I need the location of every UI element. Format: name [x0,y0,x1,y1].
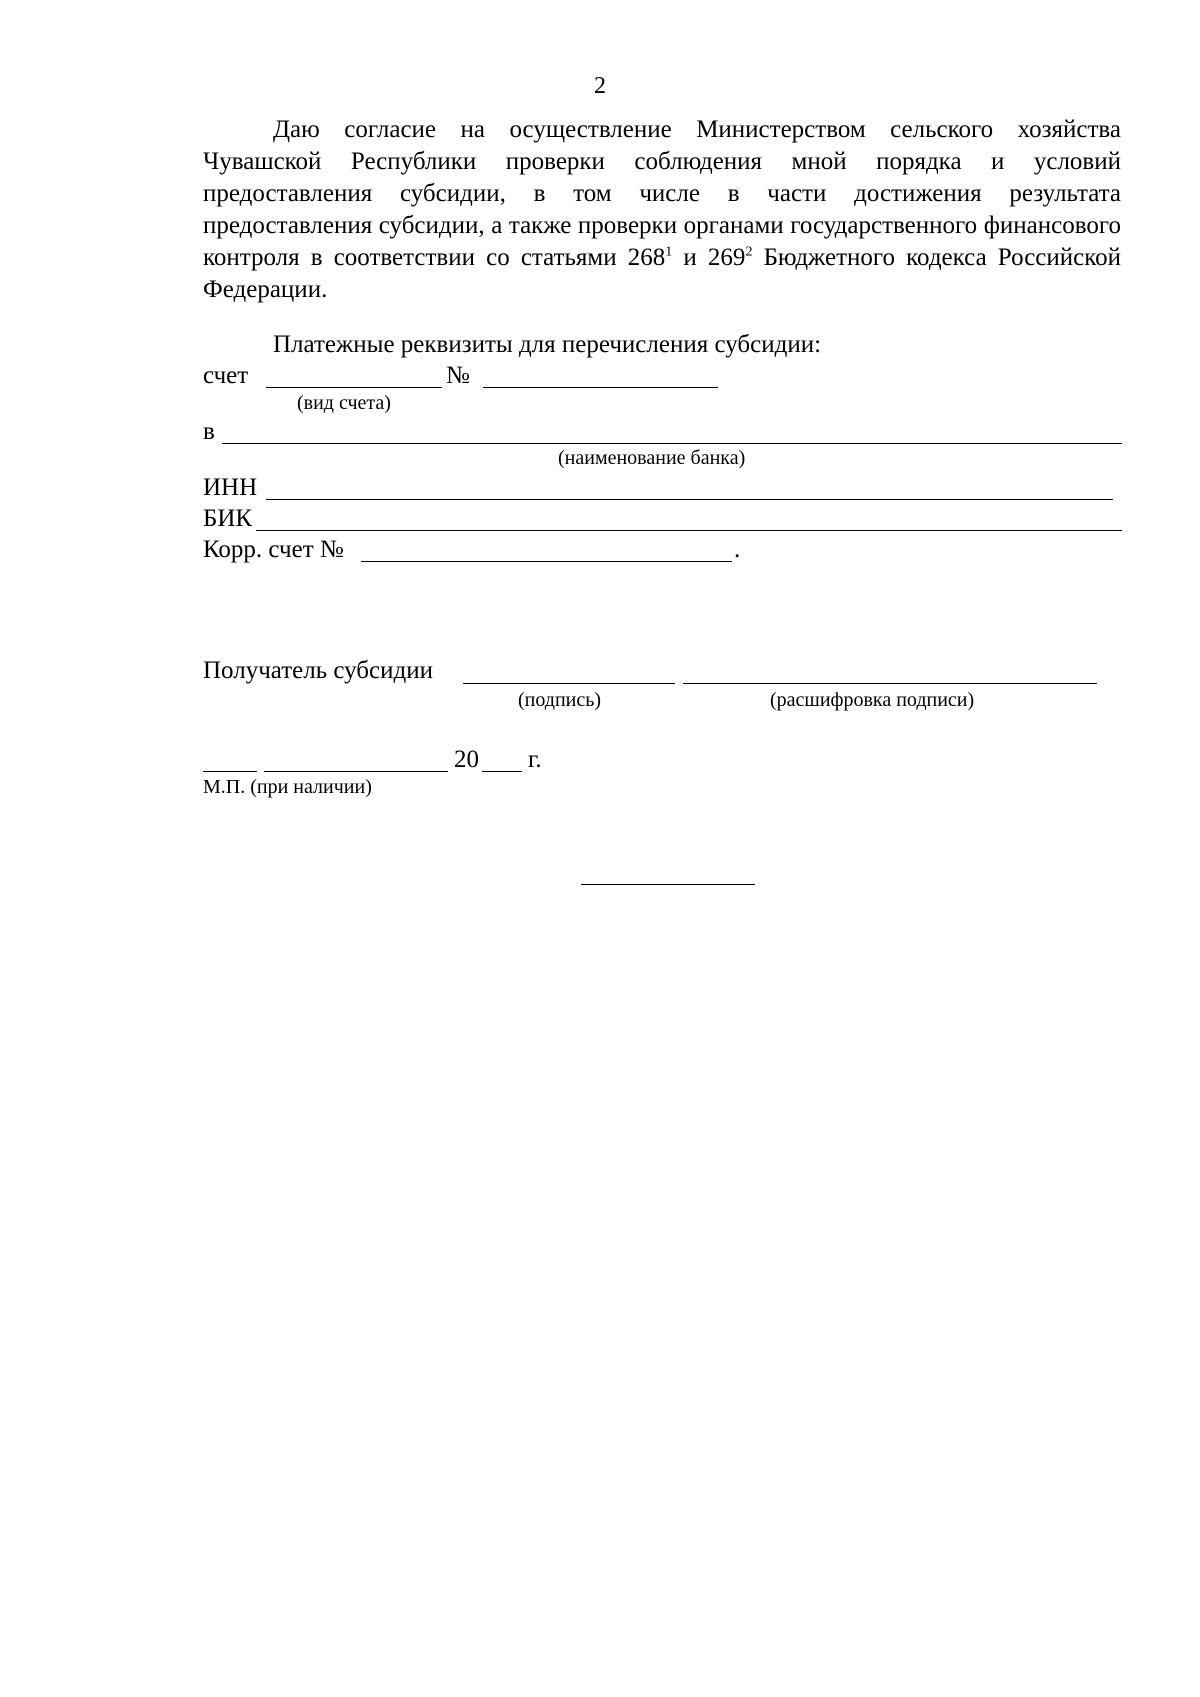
consent-text-part3: Бюджетного кодекса Российской Федерации. [203,244,1122,303]
bik-line [256,530,1122,531]
consent-paragraph [203,114,1121,306]
account-type-caption: (вид счета) [297,392,391,414]
consent-text-part2: и 269 [672,244,746,271]
date-day-line [203,771,257,772]
bank-prefix: в [203,418,215,445]
bik-label: БИК [203,505,253,532]
bank-name-line [222,443,1122,444]
signature-decoding-line [683,683,1097,684]
signature-caption: (подпись) [518,689,602,711]
year-suffix: г. [528,746,542,773]
date-month-line [264,771,448,772]
recipient-label: Получатель субсидии [203,657,433,684]
date-year-line [482,771,522,772]
signature-decoding-caption: (расшифровка подписи) [770,689,975,711]
consent-text-part1: Даю согласие на осуществление Министерством сельского хозяйства Чувашской Республики проверки соблюдения мной порядка и условий предоставления субсидии, в том числе в части достижения результата предоставления субсидии, а также проверки органами государственного финансового контроля в соответствии со статьями 268 [203,116,1121,271]
corr-account-label: Корр. счет № [203,536,344,563]
payment-heading: Платежные реквизиты для перечисления субсидии: [273,331,822,358]
signature-line [463,683,675,684]
footnote-marker-2: 2 [745,244,753,260]
account-number-line [483,387,718,388]
footnote-marker-1: 1 [665,244,673,260]
account-label: счет [203,362,249,389]
inn-line [266,499,1113,500]
stamp-note: М.П. (при наличии) [203,776,372,798]
closing-separator-line [581,884,755,885]
year-prefix: 20 [454,746,479,773]
corr-account-line [361,561,732,562]
number-sign: № [446,362,470,389]
corr-account-period: . [734,536,741,563]
bank-caption: (наименование банка) [558,447,746,469]
page-number: 2 [594,73,606,99]
inn-label: ИНН [203,474,258,501]
account-type-line [266,387,442,388]
